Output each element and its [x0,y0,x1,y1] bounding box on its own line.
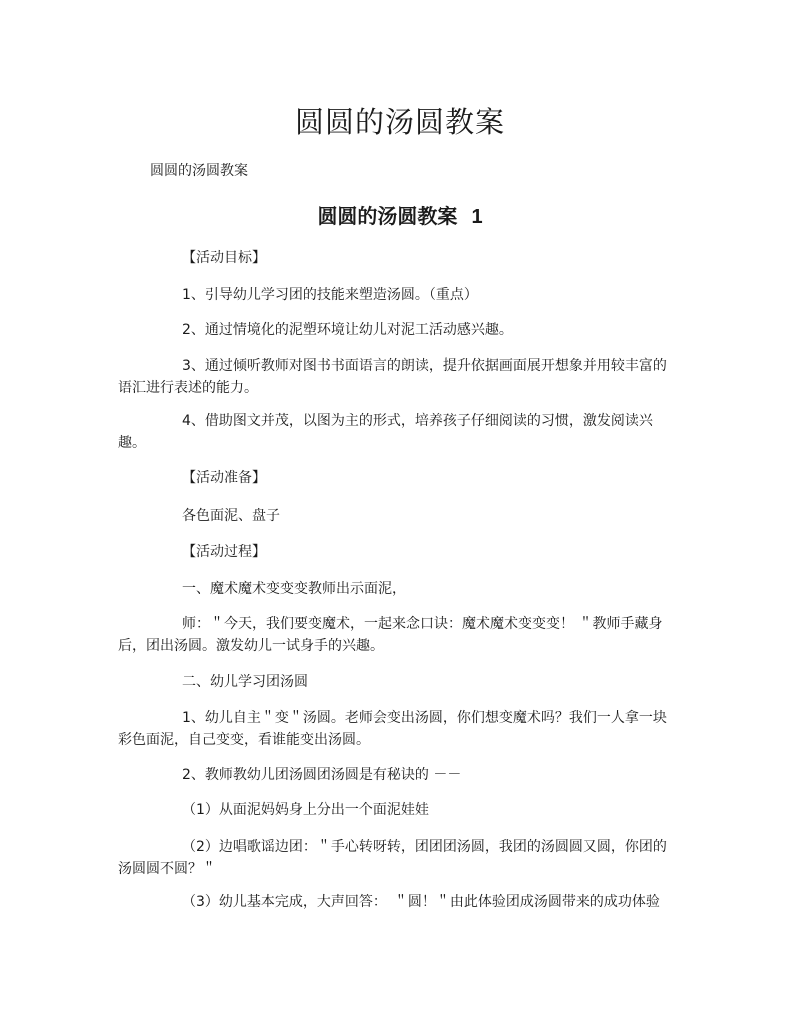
document-title: 圆圆的汤圆教案 [294,105,505,139]
heading-preparation: 【活动准备】 [182,470,266,486]
process-item-2: 2、教师教幼儿团汤圆团汤圆是有秘诀的 －－ [182,767,462,783]
goal-item-1: 1、引导幼儿学习团的技能来塑造汤圆。（重点） [182,287,478,303]
process-step-1: 一、魔术魔术变变变教师出示面泥， [182,581,406,597]
heading-process: 【活动过程】 [182,544,266,560]
teacher-dialogue: 师：＂今天，我们要变魔术，一起来念口诀：魔术魔术变变变！ ＂教师手藏身后，团出汤圆。激发幼儿一试身手的兴趣。 [118,616,663,654]
goal-item-3: 3、通过倾听教师对图书书面语言的朗读，提升依据画面展开想象并用较丰富的语汇进行表述的能力。 [118,358,667,396]
section-heading-number: 1 [471,206,483,228]
goal-item-2: 2、通过情境化的泥塑环境让幼儿对泥工活动感兴趣。 [182,322,513,338]
secret-step-1: （1）从面泥妈妈身上分出一个面泥娃娃 [182,802,429,818]
goal-item-4: 4、借助图文并茂，以图为主的形式，培养孩子仔细阅读的习惯，激发阅读兴趣。 [118,413,653,451]
secret-step-2: （2）边唱歌谣边团：＂手心转呀转，团团团汤圆，我团的汤圆圆又圆，你团的汤圆圆不圆？＂ [118,839,667,877]
preparation-materials: 各色面泥、盘子 [182,508,280,524]
secret-step-3: （3）幼儿基本完成，大声回答： ＂圆！＂由此体验团成汤圆带来的成功体验 [182,894,660,910]
process-item-1: 1、幼儿自主＂变＂汤圆。老师会变出汤圆，你们想变魔术吗？我们一人拿一块彩色面泥，自己变变，看谁能变出汤圆。 [118,710,667,748]
heading-goals: 【活动目标】 [182,250,266,266]
process-step-2: 二、幼儿学习团汤圆 [182,674,308,690]
document-subtitle: 圆圆的汤圆教案 [150,163,248,179]
section-heading [0,200,800,229]
section-heading-text: 圆圆的汤圆教案 [317,204,458,228]
